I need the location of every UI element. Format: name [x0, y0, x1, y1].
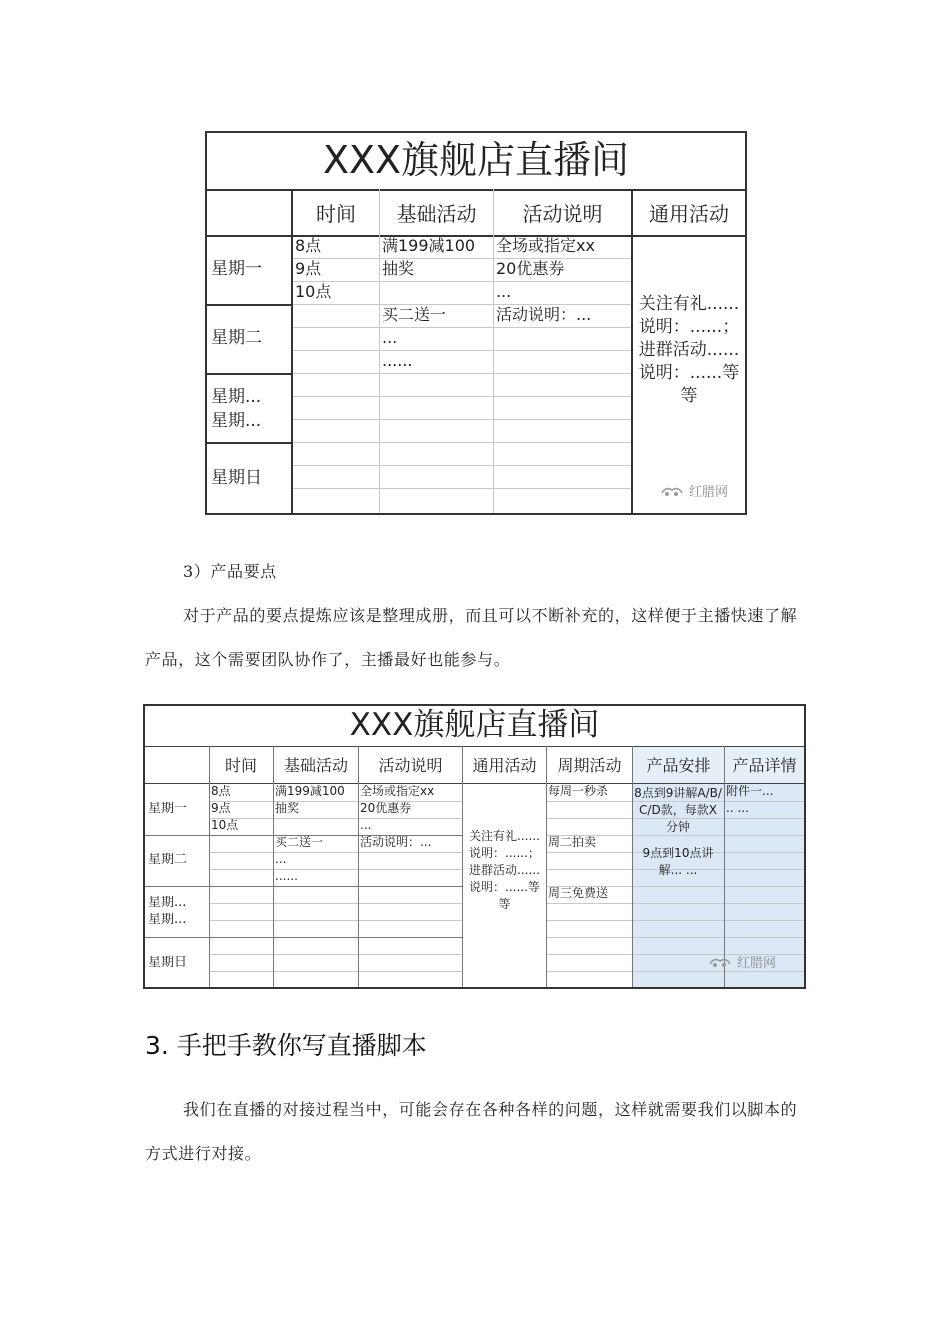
general-activity-cell: 关注有礼......说明：......；进群活动......说明：......等等: [638, 294, 740, 406]
day-label: 星期一: [211, 260, 262, 279]
header-product-arrangement: 产品安排: [646, 757, 711, 775]
activity-desc-cell: 20优惠券: [360, 802, 412, 815]
schedule-table-1: [205, 131, 747, 515]
time-cell: 10点: [211, 819, 239, 832]
header-general-activity: 通用活动: [472, 757, 537, 775]
basic-activity-cell: ...: [275, 853, 287, 866]
day-label: 星期...: [148, 896, 187, 910]
basic-activity-cell: 抽奖: [382, 260, 415, 278]
day-label: 星期...: [148, 913, 187, 927]
table-title: XXX旗舰店直播间: [349, 708, 600, 743]
day-label: 星期一: [148, 802, 188, 816]
periodic-activity-cell: 周三免费送: [548, 887, 609, 900]
header-basic-activity: 基础活动: [283, 757, 348, 775]
activity-desc-cell: 活动说明：...: [496, 306, 592, 324]
day-label: 星期二: [211, 329, 262, 348]
time-cell: 9点: [295, 260, 322, 278]
header-time: 时间: [316, 203, 356, 226]
basic-activity-cell: 买二送一: [275, 836, 324, 849]
basic-activity-cell: 抽奖: [275, 802, 300, 815]
day-label: 星期...: [211, 388, 262, 407]
schedule-table-2: [143, 704, 806, 989]
watermark-logo-icon: [707, 954, 733, 970]
activity-desc-cell: 全场或指定xx: [360, 785, 435, 798]
activity-desc-cell: 20优惠券: [496, 260, 565, 278]
periodic-activity-cell: 每周一秒杀: [548, 785, 609, 798]
header-product-details: 产品详情: [732, 757, 797, 775]
activity-desc-cell: 活动说明：...: [360, 836, 432, 849]
basic-activity-cell: ......: [275, 870, 298, 883]
activity-desc-cell: ...: [496, 283, 512, 301]
activity-desc-cell: 全场或指定xx: [496, 237, 595, 255]
day-label: 星期日: [211, 469, 262, 488]
watermark-logo-icon: [659, 483, 685, 499]
watermark-text: 红腊网: [689, 485, 729, 500]
header-time: 时间: [224, 757, 257, 775]
header-basic-activity: 基础活动: [396, 203, 477, 226]
time-cell: 8点: [295, 237, 322, 255]
header-periodic-activity: 周期活动: [557, 757, 622, 775]
paragraph-script-intro: 我们在直播的对接过程当中，可能会存在各种各样的问题，这样就需要我们以脚本的方式进行对接。: [145, 1100, 798, 1163]
basic-activity-cell: ...: [382, 329, 398, 347]
day-label: 星期日: [148, 956, 188, 970]
product-arrangement-cell: 9点到10点讲解... ...: [642, 846, 714, 877]
watermark: [707, 952, 776, 971]
day-label: 星期二: [148, 853, 188, 867]
subheading-product-points: 3）产品要点: [183, 562, 277, 581]
basic-activity-cell: 满199减100: [275, 785, 345, 798]
product-details-cell: .. ...: [726, 802, 749, 815]
basic-activity-cell: 买二送一: [382, 306, 447, 324]
periodic-activity-cell: 周二拍卖: [548, 836, 597, 849]
header-activity-desc: 活动说明: [378, 757, 443, 775]
time-cell: 10点: [295, 283, 332, 301]
basic-activity-cell: ......: [382, 352, 413, 370]
day-label: 星期...: [211, 412, 262, 431]
general-activity-cell: 关注有礼......说明：......；进群活动......说明：......等等: [469, 829, 540, 911]
time-cell: 9点: [211, 802, 231, 815]
product-arrangement-cell: 8点到9讲解A/B/C/D款，每款X分钟: [634, 786, 722, 834]
basic-activity-cell: 满199减100: [382, 237, 476, 255]
header-general-activity: 通用活动: [649, 203, 729, 226]
activity-desc-cell: ...: [360, 819, 372, 832]
section-heading: 3. 手把手教你写直播脚本: [145, 1031, 427, 1060]
watermark: [659, 481, 728, 500]
time-cell: 8点: [211, 785, 231, 798]
header-activity-desc: 活动说明: [522, 203, 603, 226]
product-details-cell: 附件一...: [726, 785, 774, 798]
watermark-text: 红腊网: [737, 956, 777, 971]
table-title: XXX旗舰店直播间: [322, 139, 630, 182]
paragraph-product-points: 对于产品的要点提炼应该是整理成册，而且可以不断补充的，这样便于主播快速了解产品，这个需要团队协作了，主播最好也能参与。: [145, 606, 798, 669]
